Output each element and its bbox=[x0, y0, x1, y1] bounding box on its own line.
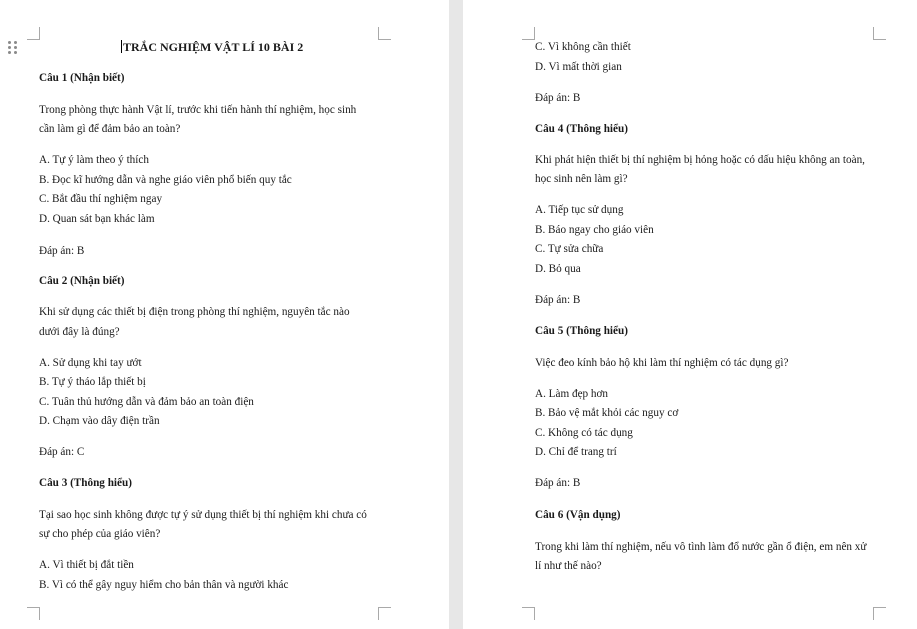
question-text[interactable]: Việc đeo kính bảo hộ khi làm thí nghiệm có tác dụng gì? bbox=[535, 357, 789, 369]
answer-key[interactable]: Đáp án: B bbox=[535, 477, 581, 489]
answer-key[interactable]: Đáp án: B bbox=[535, 294, 581, 306]
answer-option[interactable]: B. Tự ý tháo lắp thiết bị bbox=[39, 376, 146, 388]
question-heading[interactable]: Câu 2 (Nhận biết) bbox=[39, 275, 125, 287]
margin-corner-bottom-right bbox=[378, 607, 391, 620]
question-heading[interactable]: Câu 4 (Thông hiểu) bbox=[535, 123, 628, 135]
text-cursor bbox=[121, 40, 122, 53]
question-text[interactable]: Trong khi làm thí nghiệm, nếu vô tình làm đổ nước gần ổ điện, em nên xử bbox=[535, 541, 867, 553]
question-text[interactable]: cần làm gì để đảm bảo an toàn? bbox=[39, 123, 181, 135]
question-heading[interactable]: Câu 5 (Thông hiểu) bbox=[535, 325, 628, 337]
question-text[interactable]: Khi phát hiện thiết bị thí nghiệm bị hỏng hoặc có dấu hiệu không an toàn, bbox=[535, 154, 865, 166]
answer-option[interactable]: C. Tuân thủ hướng dẫn và đảm bảo an toàn điện bbox=[39, 396, 254, 408]
question-text[interactable]: lí như thế nào? bbox=[535, 560, 602, 572]
answer-option[interactable]: A. Làm đẹp hơn bbox=[535, 388, 609, 400]
answer-option[interactable]: B. Đọc kĩ hướng dẫn và nghe giáo viên phổ biến quy tắc bbox=[39, 174, 292, 186]
answer-option[interactable]: C. Không có tác dụng bbox=[535, 427, 633, 439]
answer-option[interactable]: A. Vì thiết bị đắt tiền bbox=[39, 559, 134, 571]
answer-option[interactable]: B. Bảo vệ mắt khỏi các nguy cơ bbox=[535, 407, 679, 419]
question-text[interactable]: Tại sao học sinh không được tự ý sử dụng thiết bị thí nghiệm khi chưa có bbox=[39, 509, 367, 521]
question-text[interactable]: sự cho phép của giáo viên? bbox=[39, 528, 161, 540]
page-gap bbox=[449, 0, 463, 629]
margin-corner-top-left bbox=[27, 27, 40, 40]
answer-option[interactable]: D. Chạm vào dây điện trần bbox=[39, 415, 160, 427]
margin-corner-bottom-right bbox=[873, 607, 886, 620]
question-heading[interactable]: Câu 3 (Thông hiểu) bbox=[39, 477, 132, 489]
answer-option[interactable]: A. Sử dụng khi tay ướt bbox=[39, 357, 142, 369]
answer-option[interactable]: C. Bắt đầu thí nghiệm ngay bbox=[39, 193, 163, 205]
margin-corner-bottom-left bbox=[27, 607, 40, 620]
answer-option[interactable]: A. Tiếp tục sử dụng bbox=[535, 204, 624, 216]
margin-corner-top-left bbox=[522, 27, 535, 40]
question-heading[interactable]: Câu 1 (Nhận biết) bbox=[39, 72, 125, 84]
margin-corner-bottom-left bbox=[522, 607, 535, 620]
answer-option[interactable]: B. Báo ngay cho giáo viên bbox=[535, 224, 654, 236]
answer-option[interactable]: C. Tự sửa chữa bbox=[535, 243, 604, 255]
answer-key[interactable]: Đáp án: C bbox=[39, 446, 85, 458]
answer-option[interactable]: D. Quan sát bạn khác làm bbox=[39, 213, 155, 225]
question-text[interactable]: học sinh nên làm gì? bbox=[535, 173, 628, 185]
document-title[interactable]: TRẮC NGHIỆM VẬT LÍ 10 BÀI 2 bbox=[123, 40, 304, 54]
answer-option[interactable]: D. Bỏ qua bbox=[535, 263, 581, 275]
margin-corner-top-right bbox=[873, 27, 886, 40]
answer-key[interactable]: Đáp án: B bbox=[39, 245, 85, 257]
document-page-right[interactable] bbox=[463, 0, 917, 629]
answer-option[interactable]: D. Chỉ để trang trí bbox=[535, 446, 617, 458]
question-text[interactable]: dưới đây là đúng? bbox=[39, 326, 120, 338]
margin-corner-top-right bbox=[378, 27, 391, 40]
answer-key[interactable]: Đáp án: B bbox=[535, 92, 581, 104]
question-text[interactable]: Khi sử dụng các thiết bị điện trong phòng thí nghiệm, nguyên tắc nào bbox=[39, 306, 350, 318]
document-page-left[interactable] bbox=[0, 0, 449, 629]
answer-option[interactable]: B. Vì có thể gây nguy hiểm cho bản thân và người khác bbox=[39, 579, 289, 591]
question-text[interactable]: Trong phòng thực hành Vật lí, trước khi tiến hành thí nghiệm, học sinh bbox=[39, 104, 357, 116]
answer-option[interactable]: C. Vì không cần thiết bbox=[535, 41, 631, 53]
drag-handle-icon[interactable] bbox=[8, 41, 20, 55]
question-heading[interactable]: Câu 6 (Vận dụng) bbox=[535, 509, 621, 521]
answer-option[interactable]: D. Vì mất thời gian bbox=[535, 61, 622, 73]
answer-option[interactable]: A. Tự ý làm theo ý thích bbox=[39, 154, 149, 166]
